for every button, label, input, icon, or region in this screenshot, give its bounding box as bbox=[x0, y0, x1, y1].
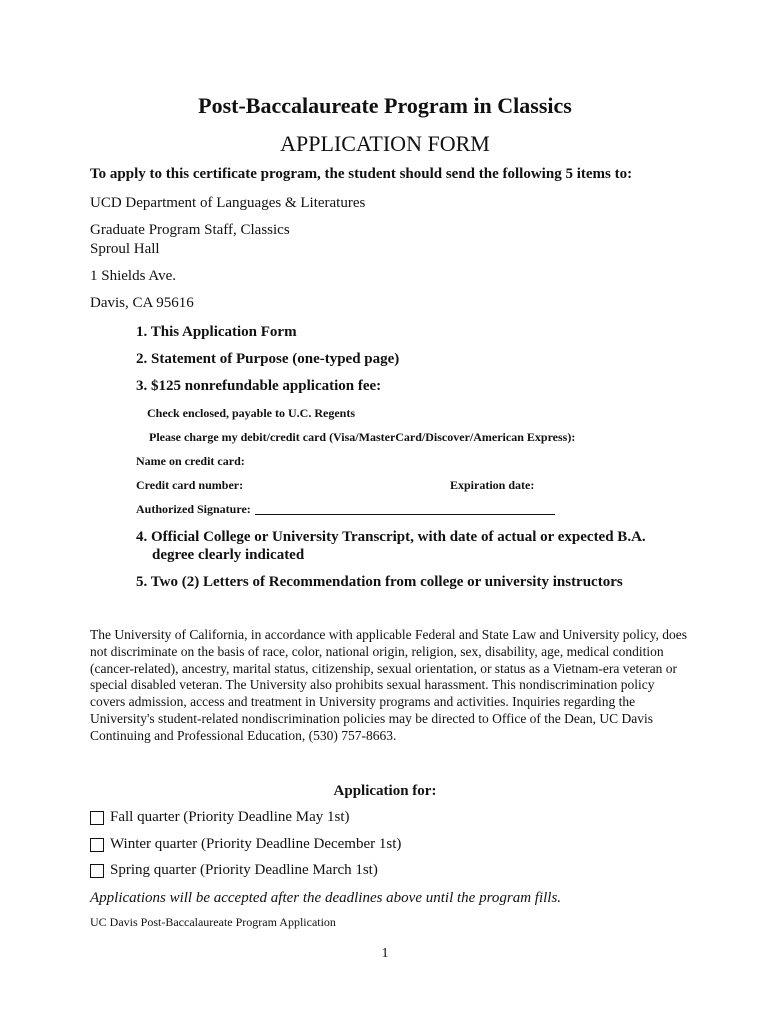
item-4-line-2: degree clearly indicated bbox=[152, 547, 305, 563]
address-line-5: Davis, CA 95616 bbox=[90, 295, 194, 311]
address-line-3: Sproul Hall bbox=[90, 241, 160, 257]
spring-quarter-option[interactable] bbox=[90, 862, 378, 879]
page-title: Post-Baccalaureate Program in Classics bbox=[198, 93, 572, 118]
item-3: 3. $125 nonrefundable application fee: bbox=[136, 378, 382, 394]
address-line-2: Graduate Program Staff, Classics bbox=[90, 222, 290, 238]
spring-checkbox[interactable] bbox=[90, 864, 104, 878]
page-number: 1 bbox=[381, 946, 389, 961]
card-number-label: Credit card number: bbox=[136, 478, 244, 492]
footer-text: UC Davis Post-Baccalaureate Program Application bbox=[90, 915, 336, 929]
signature-line[interactable] bbox=[255, 504, 555, 515]
winter-quarter-option[interactable] bbox=[90, 836, 401, 853]
winter-label: Winter quarter (Priority Deadline December 1st) bbox=[110, 836, 402, 852]
fall-checkbox[interactable] bbox=[90, 811, 104, 825]
item-5: 5. Two (2) Letters of Recommendation from college or university instructors bbox=[136, 574, 623, 590]
check-enclosed-option: Check enclosed, payable to U.C. Regents bbox=[147, 406, 355, 420]
winter-checkbox[interactable] bbox=[90, 838, 104, 852]
nondiscrimination-policy: The University of California, in accordance with applicable Federal and State Law and University policy, does not discriminate on the basis of race, color, national origin, religion, sex, disability, age, medical condition (cancer-related), ancestry, marital status, citizenship, sexual orientation, or status as a Vietnam-era veteran or special disabled veteran. The University also prohibits sexual harassment. This nondiscrimination policy covers admission, access and treatment in University programs and activities. Inquiries regarding the University's student-related nondiscrimination policies may be directed to Office of the Dean, UC Davis Continuing and Professional Education, (530) 757-8663. bbox=[90, 627, 688, 743]
fall-quarter-option[interactable] bbox=[90, 809, 350, 826]
address-line-1: UCD Department of Languages & Literatures bbox=[90, 195, 366, 211]
item-4-line-1: 4. Official College or University Transcript, with date of actual or expected B.A. bbox=[136, 529, 646, 545]
application-for-label: Application for: bbox=[333, 783, 437, 799]
intro-text: To apply to this certificate program, the student should send the following 5 items to: bbox=[90, 166, 633, 182]
spring-label: Spring quarter (Priority Deadline March 1st) bbox=[110, 862, 378, 878]
expiration-label: Expiration date: bbox=[450, 478, 535, 492]
form-subtitle: APPLICATION FORM bbox=[280, 131, 490, 156]
charge-card-option: Please charge my debit/credit card (Visa/MasterCard/Discover/American Express): bbox=[149, 430, 576, 444]
deadline-note: Applications will be accepted after the deadlines above until the program fills. bbox=[90, 890, 562, 906]
address-line-4: 1 Shields Ave. bbox=[90, 268, 176, 284]
fall-label: Fall quarter (Priority Deadline May 1st) bbox=[110, 809, 350, 825]
signature-row bbox=[136, 502, 555, 517]
item-2: 2. Statement of Purpose (one-typed page) bbox=[136, 351, 400, 367]
name-on-card-label: Name on credit card: bbox=[136, 454, 245, 468]
item-1: 1. This Application Form bbox=[136, 324, 297, 340]
signature-label: Authorized Signature: bbox=[136, 502, 251, 516]
